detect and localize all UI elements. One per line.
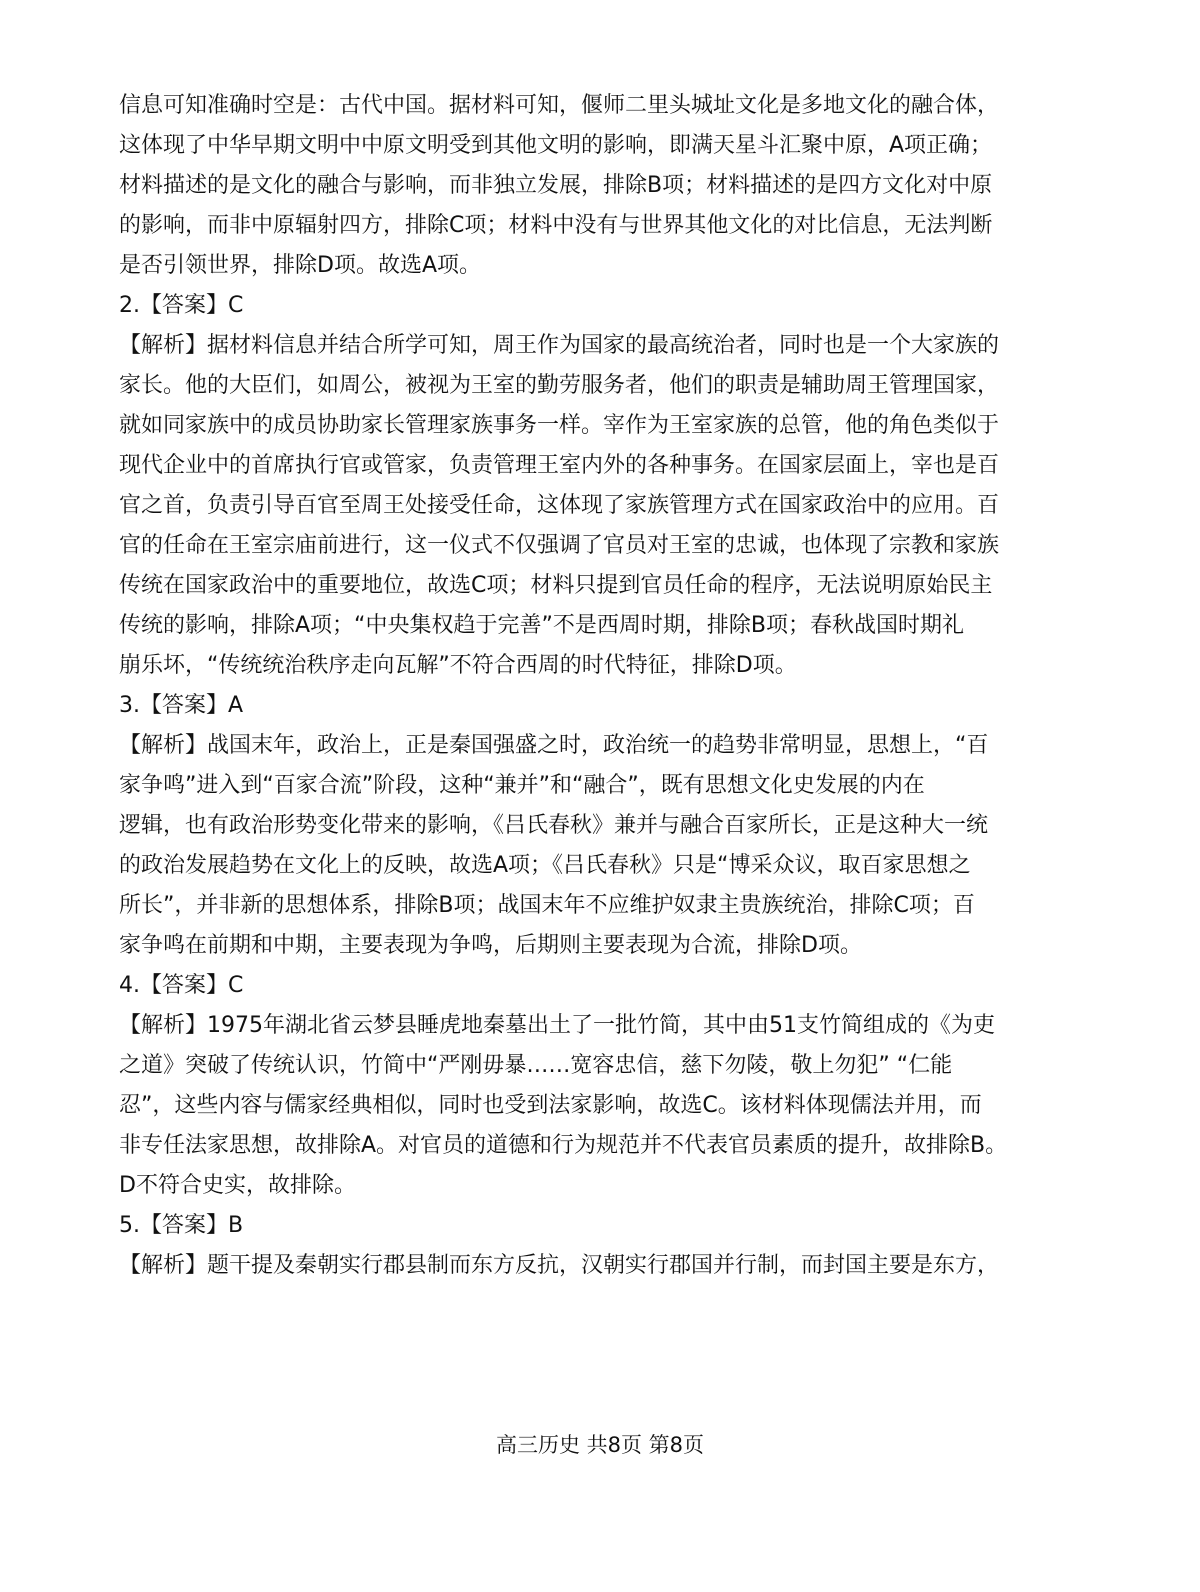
text-line: 之道》突破了传统认识，竹简中“严刚毋暴……宽容忠信，慈下勿陵，敬上勿犯” “仁能	[119, 1053, 953, 1078]
text-line: 现代企业中的首席执行官或管家，负责管理王室内外的各种事务。在国家层面上，宰也是百	[119, 453, 1000, 478]
text-line: 【解析】据材料信息并结合所学可知，周王作为国家的最高统治者，同时也是一个大家族的	[119, 333, 1000, 358]
text-line: 【解析】1975年湖北省云梦县睡虎地秦墓出土了一批竹简，其中由51支竹简组成的《为吏	[119, 1013, 995, 1038]
text-line: 逻辑，也有政治形势变化带来的影响，《吕氏春秋》兼并与融合百家所长，正是这种大一统	[119, 813, 989, 838]
text-line: 非专任法家思想，故排除A。对官员的道德和行为规范并不代表官员素质的提升，故排除B。	[119, 1133, 1008, 1158]
text-line: 传统在国家政治中的重要地位，故选C项；材料只提到官员任命的程序，无法说明原始民主	[119, 573, 993, 598]
text-line: 的影响，而非中原辐射四方，排除C项；材料中没有与世界其他文化的对比信息，无法判断	[119, 213, 993, 238]
answer-heading-2: 2.【答案】C	[119, 293, 244, 318]
answer-heading-5: 5.【答案】B	[119, 1213, 244, 1238]
text-line: 所长”，并非新的思想体系，排除B项；战国末年不应维护奴隶主贵族统治，排除C项；百	[119, 893, 975, 918]
text-line: 家争鸣”进入到“百家合流”阶段，这种“兼并”和“融合”，既有思想文化史发展的内在	[119, 773, 925, 798]
text-line: 就如同家族中的成员协助家长管理家族事务一样。宰作为王室家族的总管，他的角色类似于	[119, 413, 1000, 438]
text-line: 材料描述的是文化的融合与影响，而非独立发展，排除B项；材料描述的是四方文化对中原	[119, 173, 993, 198]
answer-heading-3: 3.【答案】A	[119, 693, 244, 718]
text-line: 家争鸣在前期和中期，主要表现为争鸣，后期则主要表现为合流，排除D项。	[119, 933, 862, 958]
answer-heading-4: 4.【答案】C	[119, 973, 244, 998]
text-line: D不符合史实，故排除。	[119, 1173, 356, 1198]
text-line: 是否引领世界，排除D项。故选A项。	[119, 253, 481, 278]
text-line: 官的任命在王室宗庙前进行，这一仪式不仅强调了官员对王室的忠诚，也体现了宗教和家族	[119, 533, 1000, 558]
text-line: 这体现了中华早期文明中中原文明受到其他文明的影响，即满天星斗汇聚中原，A项正确；	[119, 133, 993, 158]
text-line: 忍”，这些内容与儒家经典相似，同时也受到法家影响，故选C。该材料体现儒法并用，而	[119, 1093, 982, 1118]
text-line: 家长。他的大臣们，如周公，被视为王室的勤劳服务者，他们的职责是辅助周王管理国家，	[119, 373, 1000, 398]
text-line: 【解析】题干提及秦朝实行郡县制而东方反抗，汉朝实行郡国并行制，而封国主要是东方，	[119, 1253, 1000, 1278]
answer-explanation-text	[119, 86, 1069, 1286]
text-line: 传统的影响，排除A项；“中央集权趋于完善”不是西周时期，排除B项；春秋战国时期礼	[119, 613, 964, 638]
text-line: 官之首，负责引导百官至周王处接受任命，这体现了家族管理方式在国家政治中的应用。百	[119, 493, 1000, 518]
page-footer: 高三历史 共8页 第8页	[495, 1433, 705, 1457]
text-line: 信息可知准确时空是：古代中国。据材料可知，偃师二里头城址文化是多地文化的融合体，	[119, 93, 1000, 118]
text-line: 崩乐坏，“传统统治秩序走向瓦解”不符合西周的时代特征，排除D项。	[119, 653, 797, 678]
text-line: 【解析】战国末年，政治上，正是秦国强盛之时，政治统一的趋势非常明显，思想上，“百	[119, 733, 989, 758]
text-line: 的政治发展趋势在文化上的反映，故选A项；《吕氏春秋》只是“博采众议，取百家思想之	[119, 853, 971, 878]
